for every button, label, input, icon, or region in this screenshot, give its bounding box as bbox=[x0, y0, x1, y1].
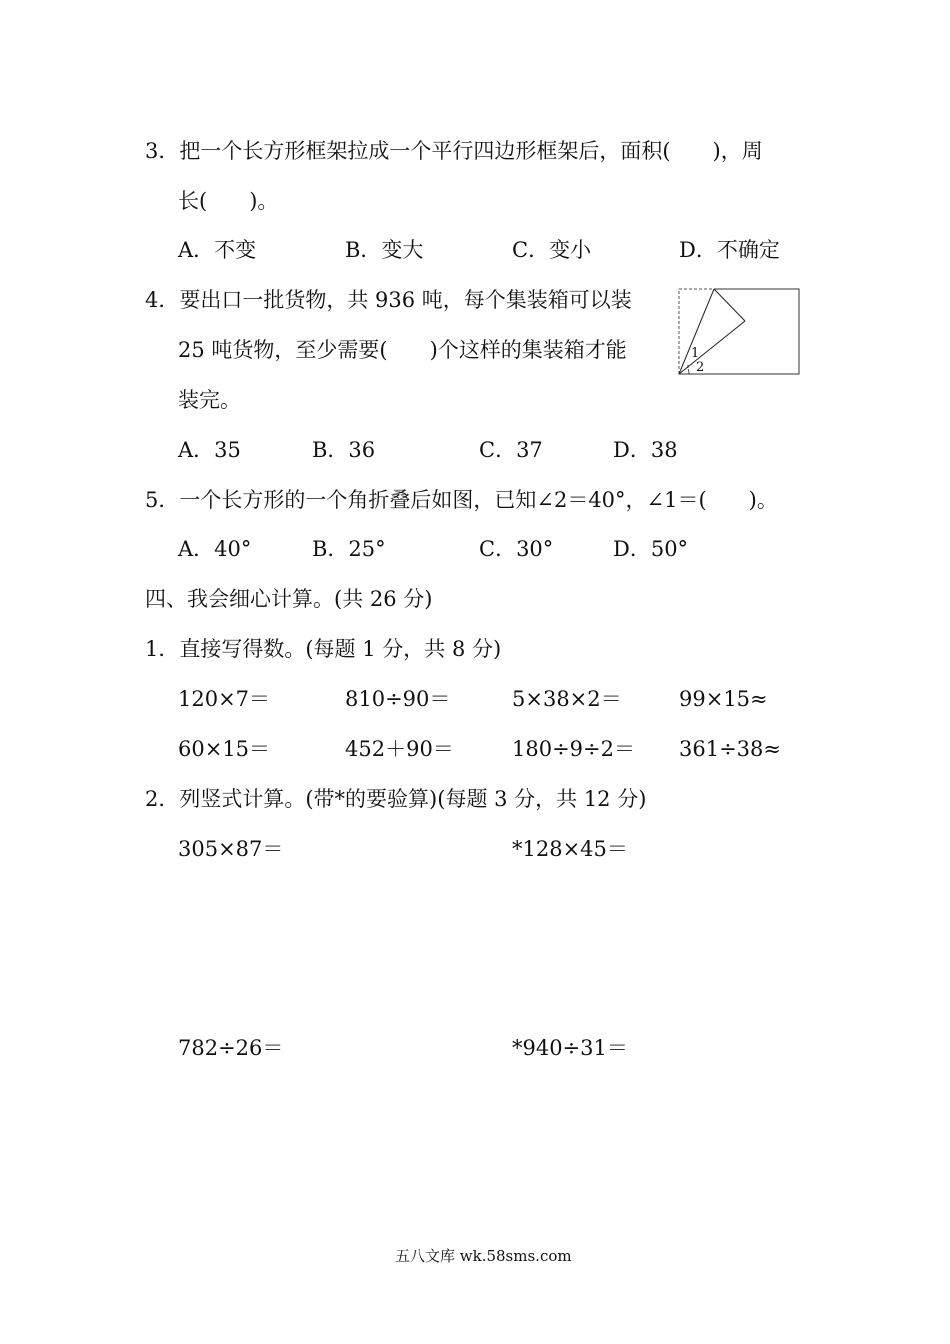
angle-label-2: 2 bbox=[696, 360, 705, 375]
q3-option-c: C．变小 bbox=[512, 238, 592, 262]
q4-option-a: A．35 bbox=[178, 438, 241, 462]
oral-calc-8: 361÷38≈ bbox=[679, 737, 781, 761]
q4-text-line3: 装完。 bbox=[178, 388, 241, 412]
q3-option-b: B．变大 bbox=[345, 238, 424, 262]
vertical-calc-3: 782÷26＝ bbox=[178, 1036, 284, 1060]
oral-calc-7: 180÷9÷2＝ bbox=[512, 737, 635, 761]
oral-calc-6: 452＋90＝ bbox=[345, 737, 454, 761]
q5-option-d: D．50° bbox=[613, 537, 689, 561]
q5-option-c: C．30° bbox=[479, 537, 554, 561]
folded-rectangle-figure bbox=[677, 287, 801, 377]
q3-text-line2: 长( )。 bbox=[178, 189, 279, 213]
section4-part2-title: 2．列竖式计算。(带*的要验算)(每题 3 分，共 12 分) bbox=[145, 787, 647, 811]
vertical-calc-4: *940÷31＝ bbox=[512, 1036, 628, 1060]
oral-calc-2: 810÷90＝ bbox=[345, 687, 451, 711]
angle-label-1: 1 bbox=[691, 346, 700, 361]
q5-option-b: B．25° bbox=[312, 537, 386, 561]
q3-option-a: A．不变 bbox=[178, 238, 257, 262]
section4-title: 四、我会细心计算。(共 26 分) bbox=[145, 587, 433, 611]
q5-option-a: A．40° bbox=[178, 537, 252, 561]
angle-arc-2 bbox=[688, 369, 689, 374]
folded-edge-top bbox=[714, 289, 745, 321]
oral-calc-1: 120×7＝ bbox=[178, 687, 271, 711]
q4-option-b: B．36 bbox=[312, 438, 376, 462]
q5-text-line1: 5．一个长方形的一个角折叠后如图，已知∠2＝40°，∠1＝( )。 bbox=[145, 488, 778, 512]
footer-watermark: 五八文库 wk.58sms.com bbox=[395, 1247, 572, 1265]
q3-text-line1: 3．把一个长方形框架拉成一个平行四边形框架后，面积( )，周 bbox=[145, 139, 763, 163]
q4-text-line2: 25 吨货物，至少需要( )个这样的集装箱才能 bbox=[178, 338, 627, 362]
q4-option-c: C．37 bbox=[479, 438, 543, 462]
q3-option-d: D．不确定 bbox=[679, 238, 780, 262]
oral-calc-4: 99×15≈ bbox=[679, 687, 768, 711]
section4-part1-title: 1．直接写得数。(每题 1 分，共 8 分) bbox=[145, 637, 502, 661]
oral-calc-5: 60×15＝ bbox=[178, 737, 271, 761]
oral-calc-3: 5×38×2＝ bbox=[512, 687, 622, 711]
q4-option-d: D．38 bbox=[613, 438, 678, 462]
vertical-calc-1: 305×87＝ bbox=[178, 837, 284, 861]
folded-edge-side bbox=[679, 321, 745, 374]
q4-text-line1: 4．要出口一批货物，共 936 吨，每个集装箱可以装 bbox=[145, 288, 632, 312]
vertical-calc-2: *128×45＝ bbox=[512, 837, 628, 861]
